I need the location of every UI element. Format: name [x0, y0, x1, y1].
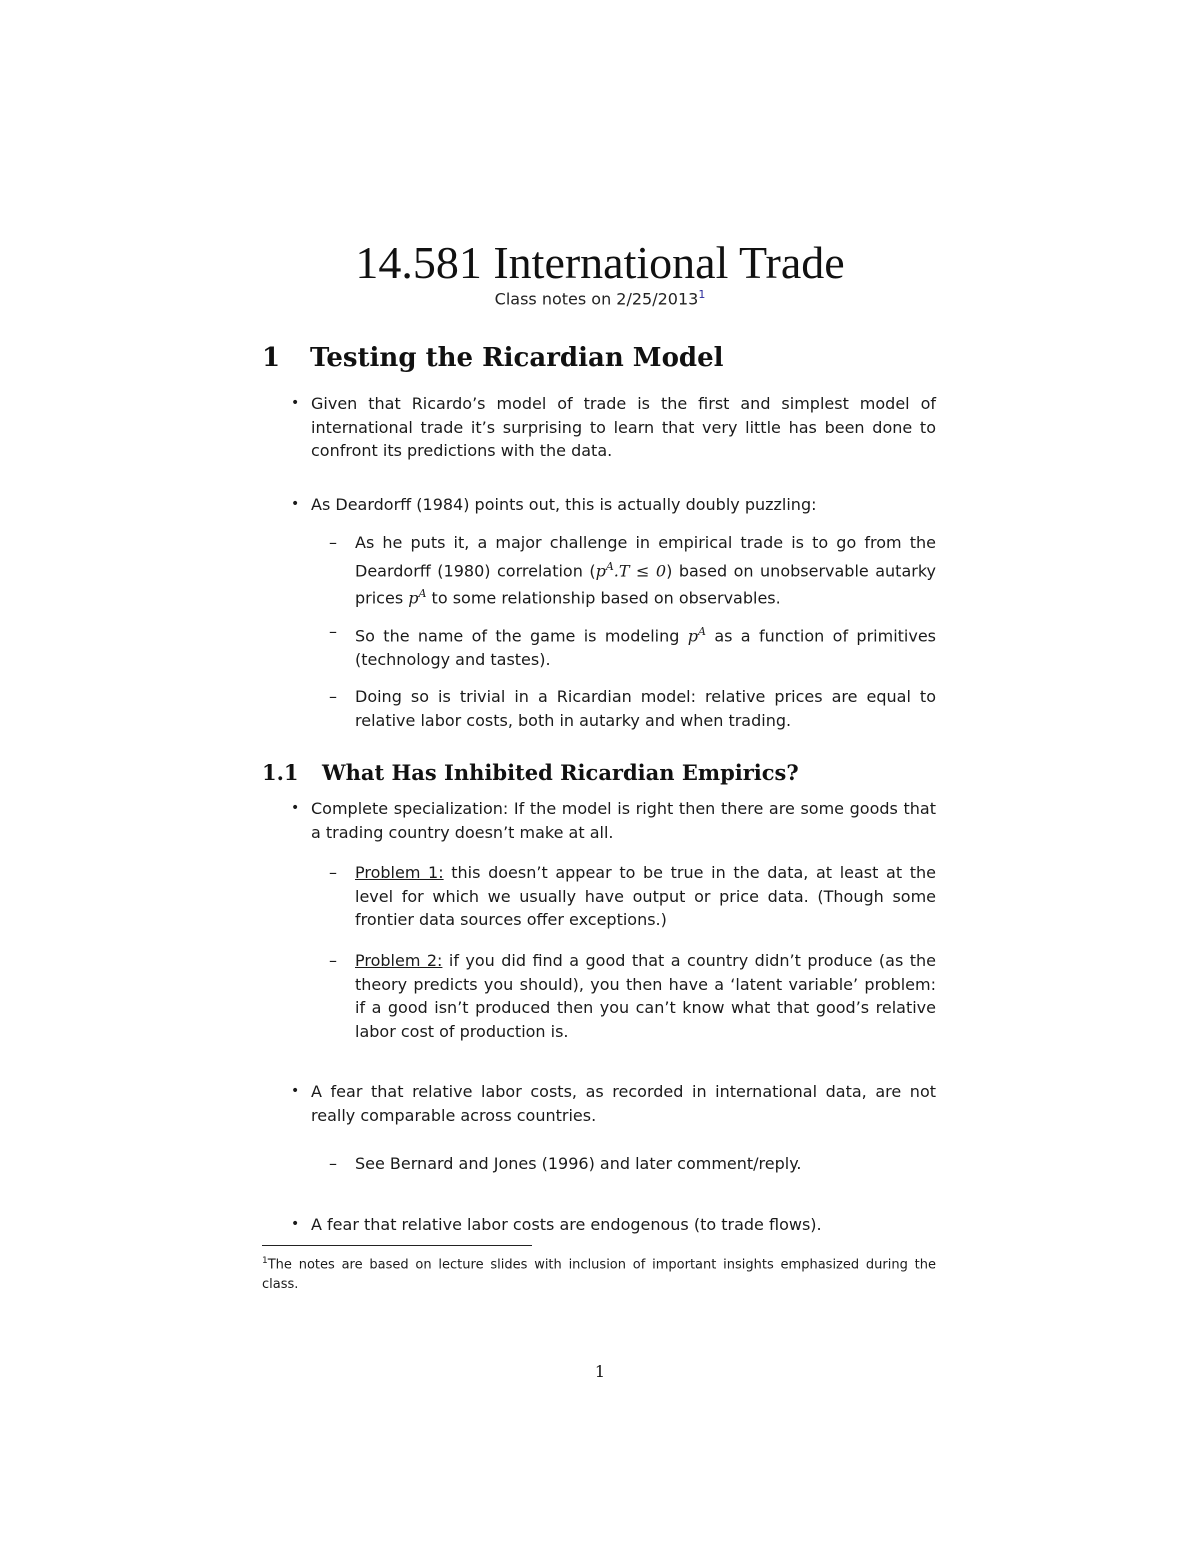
- sub-list-item: [329, 949, 936, 1043]
- list-item: [291, 1080, 936, 1127]
- dash-marker: –: [329, 863, 337, 882]
- footnote-divider: [262, 1245, 532, 1246]
- sub-item-text: to some relationship based on observables.: [426, 588, 781, 608]
- sub-item-text: if you did find a good that a country didn’t produce (as the theory predicts you should), you then have a ‘latent variable’ problem: if a good isn’t produced then you can’t know what that good’s relative labor cost of production is.: [355, 951, 936, 1041]
- section-heading-1-1: [262, 758, 799, 788]
- problem-label: Problem 1:: [355, 863, 444, 882]
- math-p: p: [687, 626, 699, 646]
- list-item-text: As Deardorff (1984) points out, this is actually doubly puzzling:: [311, 495, 817, 514]
- sub-item-text: As he puts it, a major challenge in empirical trade is to go from the Deardorff (1980) correlation (: [355, 533, 936, 580]
- section-title: Testing the Ricardian Model: [310, 343, 724, 373]
- sub-item-text: See Bernard and Jones (1996) and later comment/reply.: [355, 1154, 802, 1173]
- sub-item-text: as a function of primitives (technology and tastes).: [355, 626, 937, 669]
- sub-item-text: Doing so is trivial in a Ricardian model: relative prices are equal to relative labor costs, both in autarky and when trading.: [355, 687, 936, 730]
- list-item: [291, 797, 936, 844]
- page-number: 1: [594, 1362, 606, 1381]
- sub-item-text: this doesn’t appear to be true in the data, at least at the level for which we usually have output or price data. (Though some frontier data sources offer exceptions.): [355, 863, 936, 929]
- footnote-text: The notes are based on lecture slides with inclusion of important insights emphasized during the class.: [262, 1257, 936, 1293]
- sub-list-item: [329, 685, 936, 732]
- sub-list-item: [329, 620, 937, 671]
- subtitle-text: Class notes on 2/25/2013: [494, 289, 699, 309]
- math-superscript: A: [418, 587, 427, 601]
- document-subtitle: [0, 284, 1200, 310]
- sub-list-item: [329, 1152, 936, 1176]
- sub-item-text: So the name of the game is modeling: [355, 626, 688, 646]
- math-p: p: [595, 560, 606, 580]
- dash-marker: –: [329, 687, 337, 706]
- list-item: [291, 392, 936, 463]
- list-item-text: A fear that relative labor costs, as recorded in international data, are not really comparable across countries.: [311, 1082, 936, 1125]
- bullet-marker: •: [291, 1083, 300, 1099]
- list-item: [291, 1213, 936, 1237]
- math-superscript: A: [698, 625, 706, 638]
- document-title: 14.581 International Trade: [355, 237, 845, 288]
- math-expression: .T ≤ 0: [613, 560, 667, 580]
- footnote: [262, 1251, 936, 1295]
- section-number: 1.1: [262, 760, 299, 785]
- dash-marker: –: [329, 951, 337, 970]
- dash-marker: –: [329, 1154, 337, 1173]
- sub-list-item: [329, 861, 936, 932]
- list-item-text: Complete specialization: If the model is right then there are some goods that a trading country doesn’t make at all.: [311, 799, 936, 842]
- bullet-marker: •: [291, 1216, 300, 1232]
- section-number: 1: [262, 343, 281, 373]
- problem-label: Problem 2:: [355, 951, 443, 970]
- bullet-marker: •: [291, 496, 300, 512]
- bullet-marker: •: [291, 395, 300, 411]
- sub-list-item: [329, 531, 937, 610]
- list-item-text: A fear that relative labor costs are endogenous (to trade flows).: [311, 1215, 822, 1234]
- section-title: What Has Inhibited Ricardian Empirics?: [322, 760, 799, 785]
- bullet-marker: •: [291, 800, 300, 816]
- math-superscript: A: [605, 559, 614, 573]
- footnote-mark: 1: [262, 1256, 268, 1266]
- sub-item-text: ) based on unobservable autarky prices: [355, 560, 937, 608]
- math-p: p: [408, 588, 419, 608]
- list-item: [291, 493, 936, 517]
- list-item-text: Given that Ricardo’s model of trade is the first and simplest model of international trade it’s surprising to learn that very little has been done to confront its predictions with the data.: [311, 394, 936, 460]
- dash-marker: –: [329, 622, 337, 641]
- footnote-reference[interactable]: 1: [698, 288, 706, 301]
- section-heading-1: [262, 340, 724, 376]
- dash-marker: –: [329, 533, 337, 552]
